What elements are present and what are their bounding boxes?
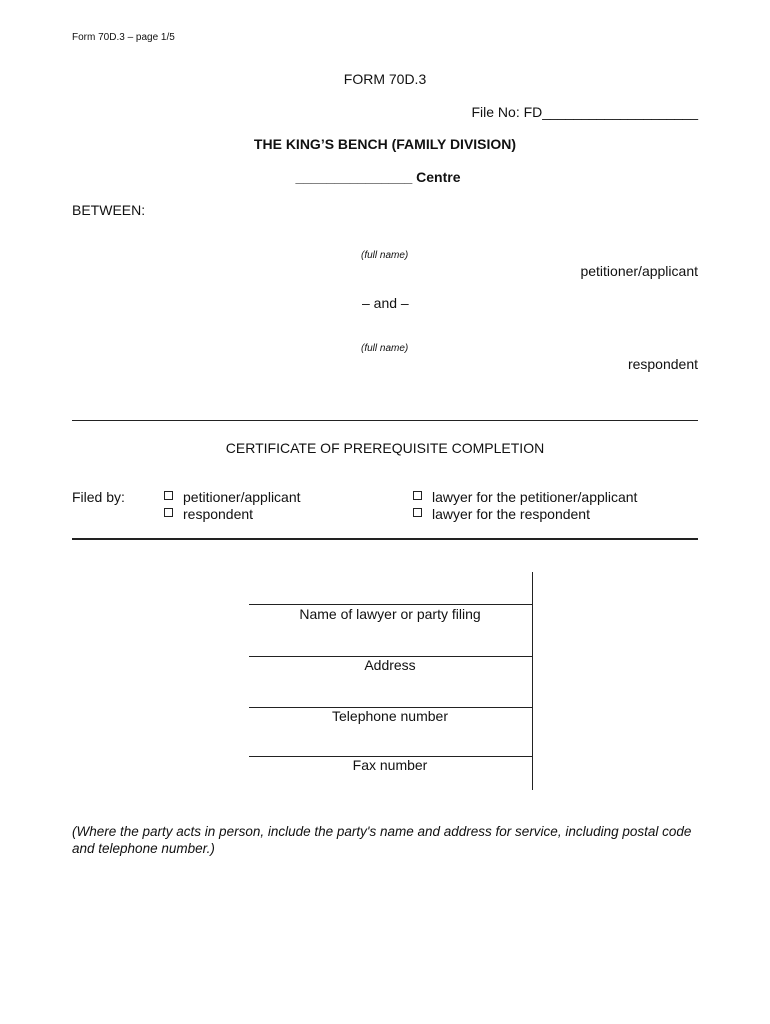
certificate-title: CERTIFICATE OF PREREQUISITE COMPLETION: [225, 440, 545, 456]
fax-caption: Fax number: [352, 757, 428, 773]
and-separator: – and –: [362, 295, 409, 311]
file-number: File No: FD____________________: [471, 104, 698, 120]
bottom-divider: [72, 538, 698, 540]
petitioner-role-label: petitioner/applicant: [580, 263, 698, 279]
form-title: FORM 70D.3: [343, 71, 427, 87]
top-divider: [72, 420, 698, 421]
page-reference: Form 70D.3 – page 1/5: [72, 32, 175, 43]
court-name: THE KING’S BENCH (FAMILY DIVISION): [253, 136, 517, 152]
petitioner-option-label: petitioner/applicant: [183, 489, 301, 505]
instruction-note: (Where the party acts in person, include the party's name and address for service, including postal code and telephone number.): [72, 824, 692, 856]
petitioner-checkbox[interactable]: [164, 491, 173, 500]
centre-label: Centre: [416, 169, 461, 185]
respondent-checkbox[interactable]: [164, 508, 173, 517]
centre-line: [295, 169, 460, 185]
filed-by-label: Filed by:: [72, 489, 125, 505]
lawyer-respondent-option-label: lawyer for the respondent: [432, 506, 590, 522]
address-caption: Address: [364, 657, 416, 673]
filing-block-border: [532, 572, 533, 790]
lawyer-respondent-checkbox[interactable]: [413, 508, 422, 517]
name-line[interactable]: [249, 604, 532, 605]
respondent-option-label: respondent: [183, 506, 254, 522]
full-name-hint-petitioner: (full name): [361, 250, 409, 261]
centre-blank: _______________: [295, 169, 413, 185]
lawyer-petitioner-option-label: lawyer for the petitioner/applicant: [432, 489, 638, 505]
lawyer-petitioner-checkbox[interactable]: [413, 491, 422, 500]
name-caption: Name of lawyer or party filing: [299, 606, 481, 622]
full-name-hint-respondent: (full name): [361, 343, 409, 354]
respondent-role-label: respondent: [627, 356, 698, 372]
between-label: BETWEEN:: [72, 202, 146, 218]
telephone-caption: Telephone number: [332, 708, 448, 724]
